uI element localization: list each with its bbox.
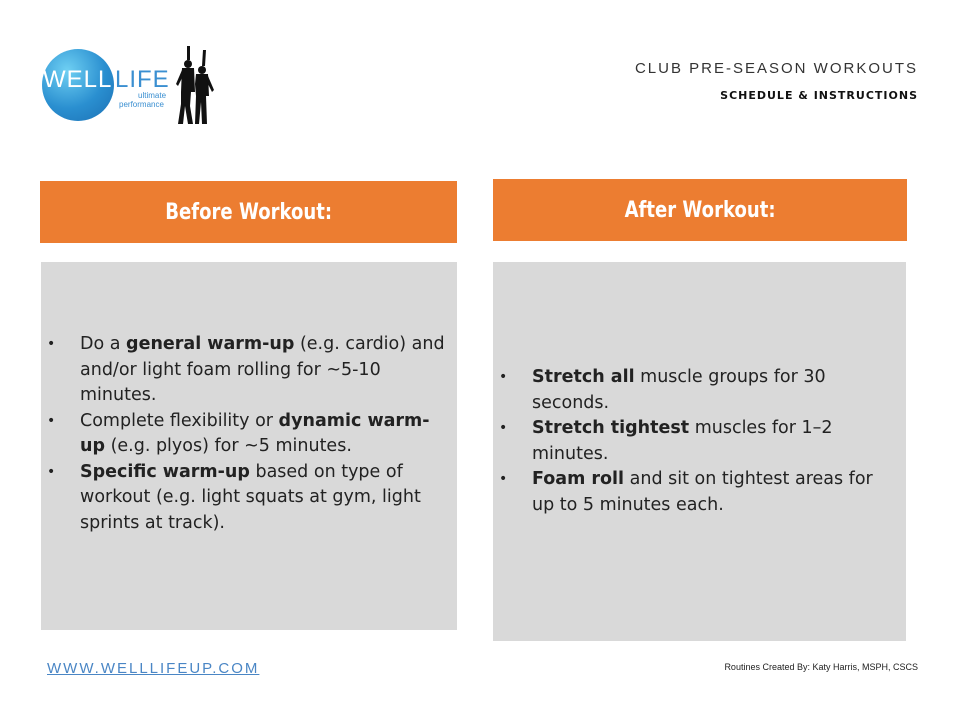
after-workout-heading: [493, 179, 907, 241]
page-subtitle: SCHEDULE & INSTRUCTIONS: [720, 89, 918, 102]
after-workout-heading-text: After Workout:: [624, 197, 776, 223]
logo-tagline-2: performance: [119, 100, 164, 109]
list-item: • Stretch all muscle groups for 30 seconds.: [499, 367, 826, 413]
author-credit: Routines Created By: Katy Harris, MSPH, CSCS: [724, 662, 918, 672]
logo-word-life: LIFE: [115, 66, 170, 93]
list-item: • Foam roll and sit on tightest areas for up to 5 minutes each.: [499, 469, 873, 515]
list-item: • Do a general warm-up (e.g. cardio) and and/or light foam rolling for ~5-10 minutes.: [47, 334, 445, 405]
page-title: CLUB PRE-SEASON WORKOUTS: [634, 60, 918, 77]
before-workout-list: [42, 332, 447, 536]
logo-tagline-1: ultimate: [138, 91, 167, 100]
before-workout-heading-text: Before Workout:: [165, 199, 332, 225]
logo-word-well: WELL: [43, 66, 113, 93]
website-link[interactable]: WWW.WELLLIFEUP.COM: [47, 660, 260, 677]
list-item: • Complete flexibility or dynamic warm-up (e.g. plyos) for ~5 minutes.: [47, 410, 430, 456]
after-workout-list: [494, 365, 894, 518]
list-item: • Specific warm-up based on type of workout (e.g. light squats at gym, light sprints at track).: [47, 461, 421, 533]
logo: [42, 44, 218, 128]
before-workout-heading: [40, 181, 457, 243]
list-item: • Stretch tightest muscles for 1–2 minutes.: [499, 418, 833, 464]
athletes-silhouette-icon: [170, 44, 216, 126]
